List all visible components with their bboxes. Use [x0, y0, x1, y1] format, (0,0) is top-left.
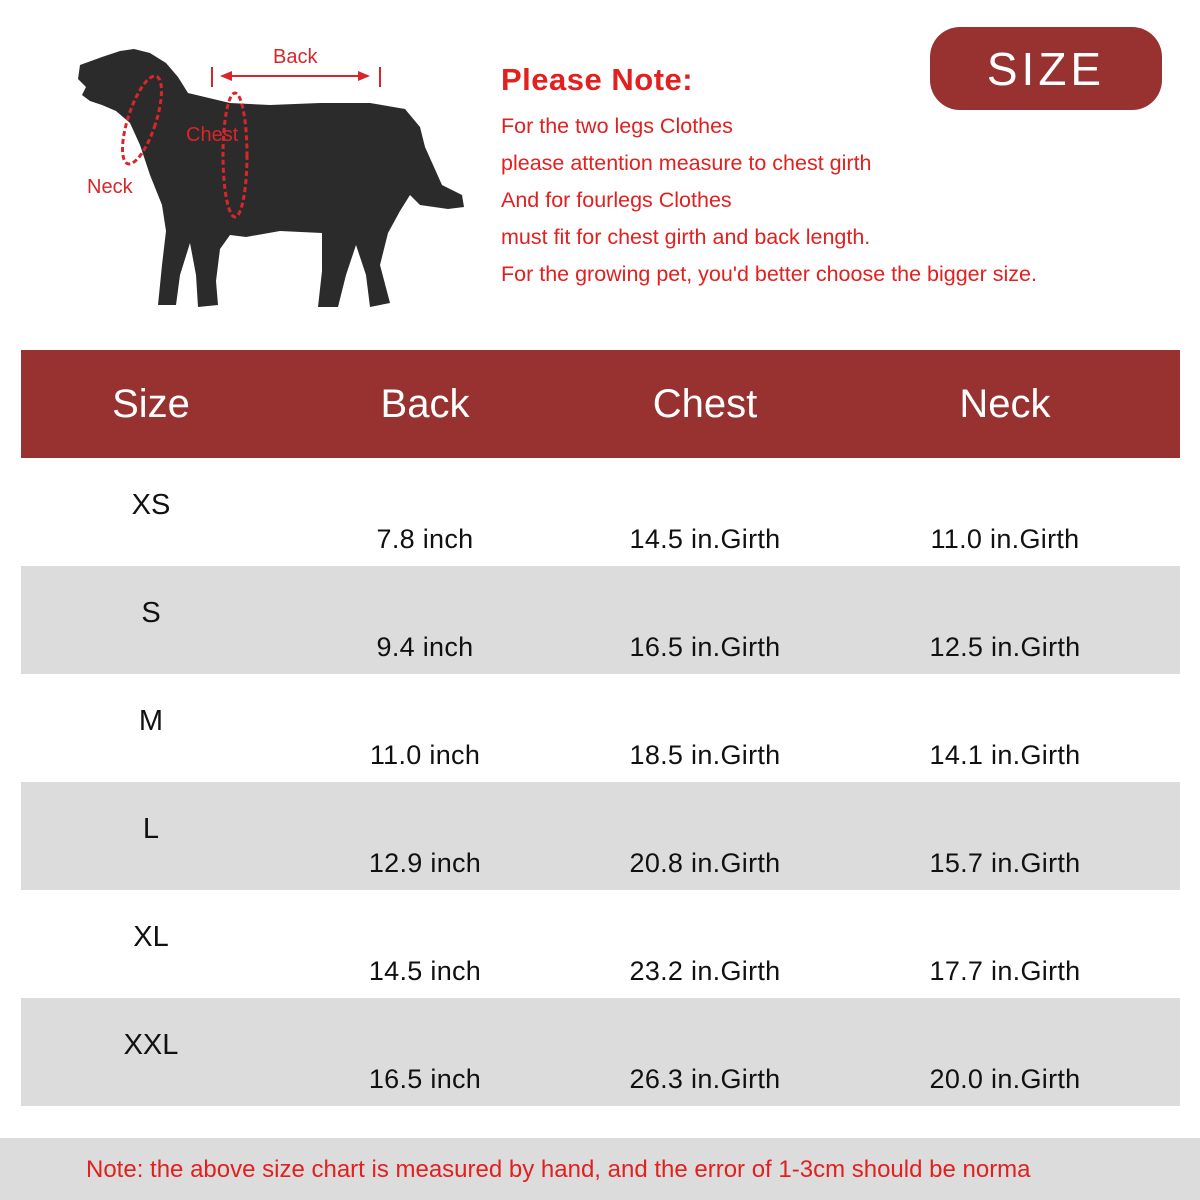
- size-chart-table: [21, 350, 1180, 1106]
- neck-cell: 20.0 in.Girth: [929, 1064, 1081, 1094]
- chest-cell: 23.2 in.Girth: [629, 956, 781, 986]
- back-cell: 7.8 inch: [376, 524, 474, 554]
- note-line: must fit for chest girth and back length.: [501, 225, 871, 249]
- header-back: Back: [380, 382, 470, 426]
- size-badge: SIZE: [930, 27, 1162, 110]
- table-row: [21, 998, 1180, 1106]
- back-cell: 14.5 inch: [368, 956, 482, 986]
- please-note-title: Please Note:: [501, 62, 694, 97]
- dog-silhouette-icon: [70, 35, 470, 320]
- dog-body-shape: [78, 49, 464, 307]
- table-header: [21, 350, 1180, 458]
- note-line: please attention measure to chest girth: [501, 151, 872, 175]
- chest-cell: 26.3 in.Girth: [629, 1064, 781, 1094]
- table-row: [21, 566, 1180, 674]
- table-row: [21, 890, 1180, 998]
- back-label: Back: [273, 46, 318, 68]
- neck-cell: 14.1 in.Girth: [929, 740, 1081, 770]
- back-cell: 11.0 inch: [369, 740, 481, 770]
- neck-cell: 15.7 in.Girth: [929, 848, 1081, 878]
- note-line: For the growing pet, you'd better choose the bigger size.: [501, 262, 1037, 286]
- please-note-block: [501, 62, 1181, 293]
- size-cell: XL: [133, 921, 169, 953]
- table-row: [21, 782, 1180, 890]
- back-cell: 9.4 inch: [376, 632, 474, 662]
- dog-measurement-diagram: [70, 35, 470, 320]
- neck-cell: 17.7 in.Girth: [929, 956, 1081, 986]
- back-cell: 16.5 inch: [368, 1064, 482, 1094]
- header-size: Size: [112, 382, 190, 426]
- size-cell: M: [138, 705, 164, 737]
- neck-label: Neck: [87, 176, 133, 198]
- note-line: And for fourlegs Clothes: [501, 188, 732, 212]
- chest-cell: 16.5 in.Girth: [629, 632, 781, 662]
- neck-cell: 11.0 in.Girth: [930, 524, 1080, 554]
- note-line: For the two legs Clothes: [501, 114, 733, 138]
- size-cell: S: [141, 597, 161, 629]
- header-neck: Neck: [959, 382, 1051, 426]
- back-cell: 12.9 inch: [368, 848, 482, 878]
- header-chest: Chest: [652, 382, 758, 426]
- size-cell: XXL: [123, 1029, 179, 1061]
- footer-note-bar: [0, 1138, 1200, 1200]
- chest-cell: 18.5 in.Girth: [629, 740, 781, 770]
- chest-cell: 20.8 in.Girth: [629, 848, 781, 878]
- footer-note: Note: the above size chart is measured by hand, and the error of 1-3cm should be norma: [86, 1156, 1031, 1183]
- chest-cell: 14.5 in.Girth: [629, 524, 781, 554]
- size-cell: L: [142, 813, 160, 845]
- size-cell: XS: [131, 489, 171, 521]
- neck-cell: 12.5 in.Girth: [929, 632, 1081, 662]
- table-row: [21, 458, 1180, 566]
- table-row: [21, 674, 1180, 782]
- chest-label: Chest: [186, 124, 239, 146]
